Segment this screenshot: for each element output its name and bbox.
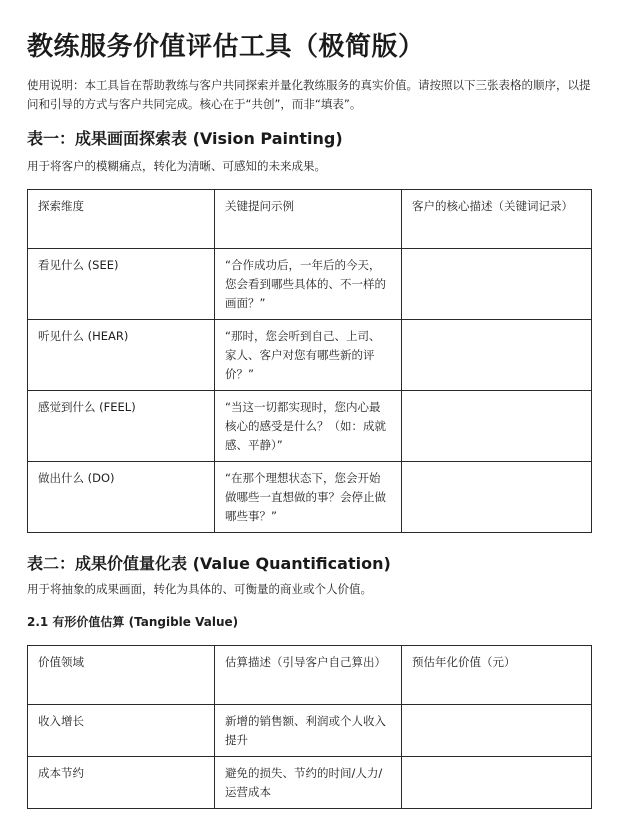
- header-cell: 估算描述（引导客户自己算出）: [215, 646, 402, 705]
- value-area-cell: 成本节约: [28, 757, 215, 809]
- table-row: [28, 462, 592, 533]
- dimension-cell: 感觉到什么 (FEEL): [28, 391, 215, 462]
- table-row: [28, 249, 592, 320]
- table-header-row: [28, 646, 592, 705]
- header-cell: 关键提问示例: [215, 190, 402, 249]
- question-cell: “合作成功后，一年后的今天，您会看到哪些具体的、不一样的画面？”: [215, 249, 402, 320]
- table-row: [28, 320, 592, 391]
- answer-cell[interactable]: [402, 462, 592, 533]
- table2-heading: 表二：成果价值量化表 (Value Quantification): [27, 554, 391, 573]
- table-row: [28, 391, 592, 462]
- usage-instructions: 使用说明：本工具旨在帮助教练与客户共同探索并量化教练服务的真实价值。请按照以下三张表格的顺序，以提问和引导的方式与客户共同完成。核心在于“共创”，而非“填表”。: [27, 78, 591, 111]
- table2-description: 用于将抽象的成果画面，转化为具体的、可衡量的商业或个人价值。: [27, 582, 372, 596]
- table2-subheading: 2.1 有形价值估算 (Tangible Value): [27, 615, 239, 629]
- vision-painting-table: [27, 189, 592, 533]
- page-title: 教练服务价值评估工具（极简版）: [27, 32, 425, 62]
- annual-value-cell[interactable]: [402, 705, 592, 757]
- question-cell: “当这一切都实现时，您内心最核心的感受是什么？（如：成就感、平静）”: [215, 391, 402, 462]
- question-cell: “那时，您会听到自己、上司、家人、客户对您有哪些新的评价？”: [215, 320, 402, 391]
- header-cell: 探索维度: [28, 190, 215, 249]
- table1-description: 用于将客户的模糊痛点，转化为清晰、可感知的未来成果。: [27, 159, 326, 173]
- table-row: [28, 757, 592, 809]
- header-cell: 价值领域: [28, 646, 215, 705]
- question-cell: “在那个理想状态下，您会开始做哪些一直想做的事？会停止做哪些事？”: [215, 462, 402, 533]
- estimate-description-cell: 新增的销售额、利润或个人收入提升: [215, 705, 402, 757]
- estimate-description-cell: 避免的损失、节约的时间/人力/运营成本: [215, 757, 402, 809]
- header-cell: 预估年化价值（元）: [402, 646, 592, 705]
- table-row: [28, 705, 592, 757]
- annual-value-cell[interactable]: [402, 757, 592, 809]
- value-quantification-table: [27, 645, 592, 809]
- header-cell: 客户的核心描述（关键词记录）: [402, 190, 592, 249]
- table1-heading: 表一：成果画面探索表 (Vision Painting): [27, 129, 343, 148]
- answer-cell[interactable]: [402, 249, 592, 320]
- table-header-row: [28, 190, 592, 249]
- dimension-cell: 看见什么 (SEE): [28, 249, 215, 320]
- dimension-cell: 听见什么 (HEAR): [28, 320, 215, 391]
- answer-cell[interactable]: [402, 320, 592, 391]
- value-area-cell: 收入增长: [28, 705, 215, 757]
- answer-cell[interactable]: [402, 391, 592, 462]
- dimension-cell: 做出什么 (DO): [28, 462, 215, 533]
